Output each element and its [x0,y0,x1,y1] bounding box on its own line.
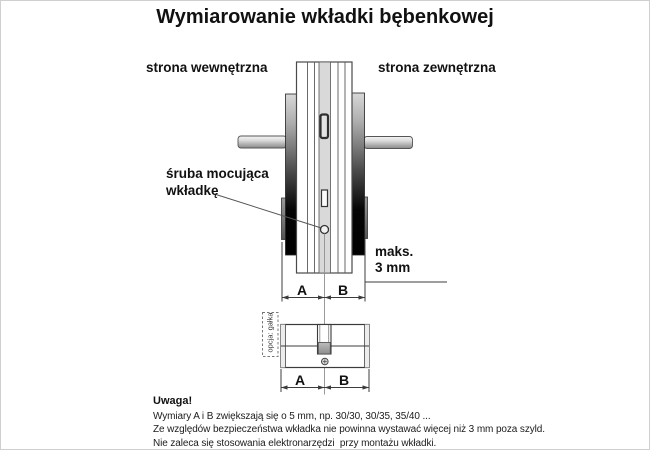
page-title: Wymiarowanie wkładki bębenkowej [156,6,494,28]
notes-block [153,395,545,450]
dim-label-upper-b: B [337,282,349,298]
notes-heading: Uwaga! [153,395,193,407]
spindle-rod-outer [364,137,413,149]
lock-dimensioning-drawing [1,1,650,450]
label-mounting-screw-line2: wkładkę [166,182,219,198]
mounting-screw [321,226,329,234]
label-knob-option: opcja: gałka [265,312,275,353]
spindle-rod-inner [238,136,287,148]
dimension-lower [281,369,369,392]
cylinder-side-view [281,325,369,368]
label-max-protrusion-line2: 3 mm [375,260,411,275]
keyway-slot [321,115,329,139]
cylinder-screw [322,358,329,365]
escutcheon-inner [286,94,298,255]
label-inner-side: strona wewnętrzna [146,60,268,75]
dim-label-upper-a: A [296,282,308,298]
cam-slot [322,190,328,207]
cam [318,343,330,355]
label-outer-side: strona zewnętrzna [378,60,496,75]
escutcheon-outer [352,93,365,255]
label-mounting-screw-line1: śruba mocująca [166,166,269,181]
knob-option-box [263,313,279,357]
note-line-3: Nie zaleca się stosowania elektronarzędzi przy montażu wkładki. [153,437,437,449]
note-line-2: Ze względów bezpieczeństwa wkładka nie powinna wystawać więcej niż 3 mm poza szyld. [153,424,545,436]
label-max-protrusion-line1: maks. [375,244,414,259]
dim-label-lower-a: A [294,372,306,388]
max-protrusion-reference [365,239,447,302]
dim-label-lower-b: B [338,372,350,388]
note-line-1: Wymiary A i B zwiększają się o 5 mm, np. 30/30, 30/35, 35/40 ... [153,411,431,422]
